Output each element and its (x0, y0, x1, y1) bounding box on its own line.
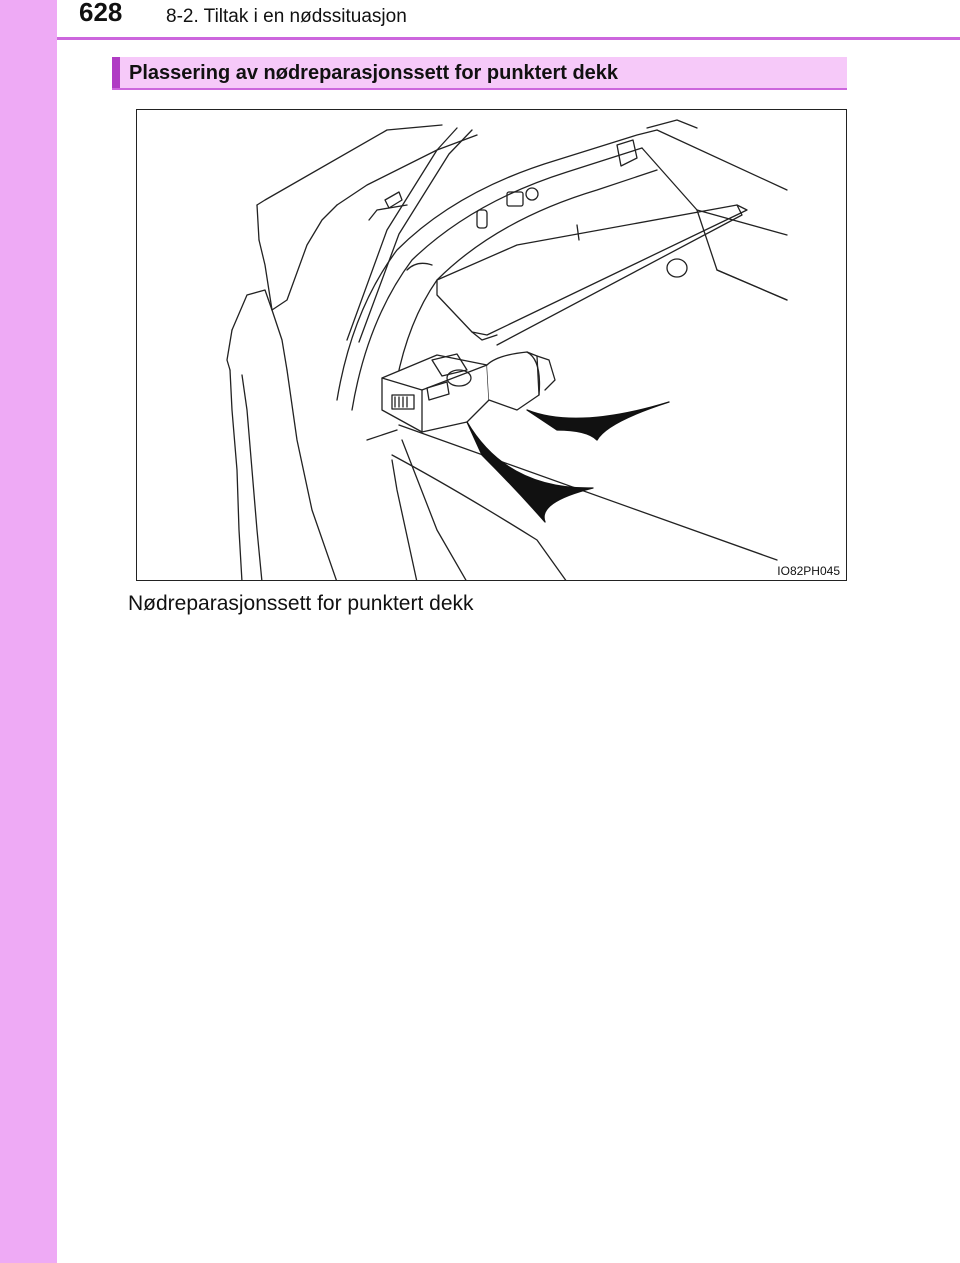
section-title: Plassering av nødreparasjonssett for punktert dekk (129, 62, 619, 84)
header-rule (57, 37, 960, 40)
heading-accent (112, 57, 120, 88)
side-band (0, 0, 57, 1263)
section-heading (112, 57, 847, 90)
figure-caption: Nødreparasjonssett for punktert dekk (128, 592, 474, 615)
figure-illustration (136, 109, 847, 581)
trunk-illustration (137, 110, 847, 581)
figure-code: IO82PH045 (777, 564, 840, 578)
running-header: 8-2. Tiltak i en nødssituasjon (166, 6, 407, 27)
page-number: 628 (79, 0, 123, 27)
